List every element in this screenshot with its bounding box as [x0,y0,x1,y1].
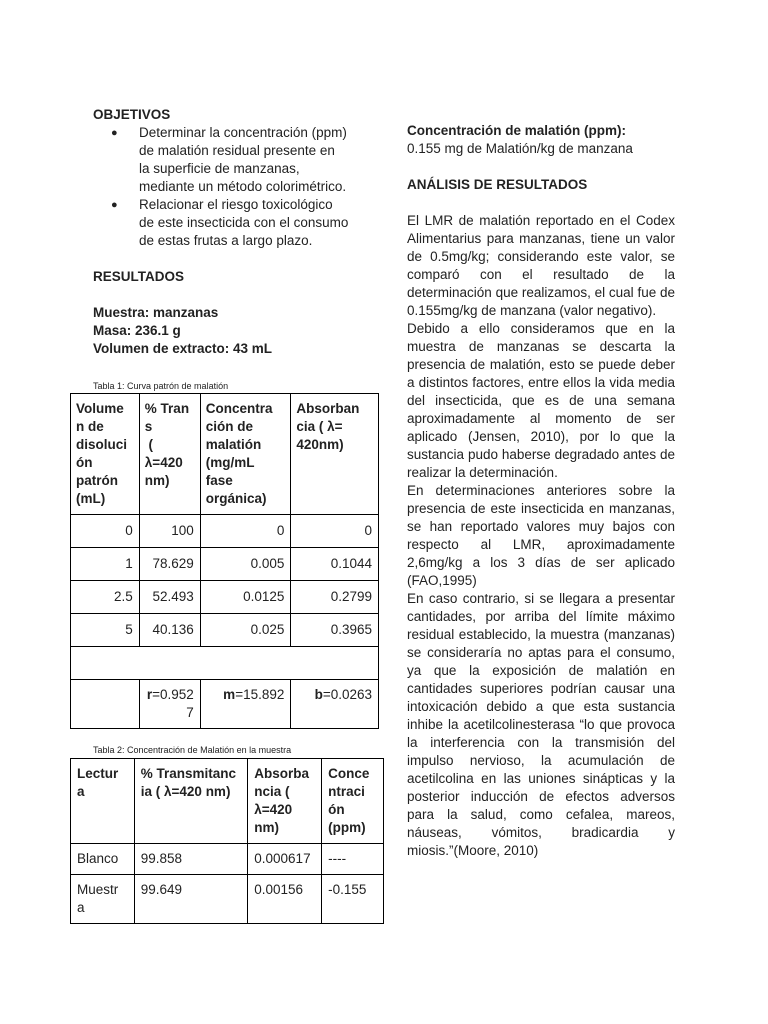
header-cell: Lectur a [71,759,135,844]
header-cell: Conce ntraci ón (ppm) [322,759,384,844]
table-header-row [71,394,379,515]
resultados-heading: RESULTADOS [93,269,184,284]
table-row-fit [71,680,379,729]
table-cell: ---- [322,844,384,875]
table-cell: 0 [200,515,291,548]
objetivo-1-line-3: la superficie de manzanas, [139,161,300,176]
table-row [71,581,379,614]
table-row [71,614,379,647]
table-cell: 99.858 [134,844,248,875]
table-cell: 40.136 [139,614,200,647]
table-cell [71,680,140,729]
volumen-label: Volumen de extracto: 43 mL [93,341,273,356]
concentracion-value: 0.155 mg de Malatión/kg de manzana [407,141,633,156]
right-column [407,122,675,860]
analisis-heading: ANÁLISIS DE RESULTADOS [407,177,588,192]
bullet-icon: ● [111,127,118,139]
table-cell: 78.629 [139,548,200,581]
objetivo-1-line-2: de malatión residual presente en [139,143,335,158]
analisis-paragraph-4: En caso contrario, si se llegara a presentar cantidades, por arriba del límite máximo residual establecido, la muestra (manzanas) se consideraría no aptas para el consumo, ya que la exposición de malatión en cantidades superiores podrían causar una intoxicación debido a que esta sustancia inhibe la acetilcolinesterasa “lo que provoca la interferencia con la transmisión del impulso nervioso, la acumulación de acetilcolina en las uniones sinápticas y la posterior inducción de efectos adversos para la salud, como cefalea, mareos, náuseas, vómitos, bradicardia y miosis.”(Moore, 2010) [407,591,675,858]
muestra-label: Muestra: manzanas [93,305,219,320]
tabla2-caption: Tabla 2: Concentración de Malatión en la muestra [93,745,292,755]
masa-label: Masa: 236.1 g [93,323,181,338]
table-cell: 0.025 [200,614,291,647]
analisis-paragraph-3: En determinaciones anteriores sobre la presencia de este insecticida en manzanas, se han reportado valores muy bajos con respecto al LMR, aproximadamente 2,6mg/kg a los 3 días de ser aplicado (FAO,1995) [407,483,675,588]
table-cell: -0.155 [322,875,384,924]
r-value-cell: r=0.952 7 [139,680,200,729]
table-cell: 99.649 [134,875,248,924]
table-cell: 52.493 [139,581,200,614]
header-cell: % Tran s ( λ=420 nm) [139,394,200,515]
table-cell: 0.0125 [200,581,291,614]
table-cell: Muestr a [71,875,135,924]
table-cell: 0 [291,515,379,548]
table-cell: 0.1044 [291,548,379,581]
objetivo-2-line-2: de este insecticida con el consumo [139,215,349,230]
objetivos-heading: OBJETIVOS [93,107,171,122]
list-item [93,124,393,196]
table-header-row [71,759,384,844]
objetivo-1-line-1: Determinar la concentración (ppm) [139,125,347,140]
objetivo-2-line-3: de estas frutas a largo plazo. [139,233,313,248]
table-cell: 100 [139,515,200,548]
objetivo-1-line-4: mediante un método colorimétrico. [139,179,347,194]
objetivos-list [93,124,393,250]
header-cell: Concentra ción de malatión (mg/mL fase orgánica) [200,394,291,515]
objetivo-2-line-1: Relacionar el riesgo toxicológico [139,197,333,212]
table-cell: 0.005 [200,548,291,581]
tabla1-caption: Tabla 1: Curva patrón de malatión [93,381,229,391]
table-cell: 0.00156 [248,875,322,924]
bullet-icon: ● [111,199,118,211]
tabla1 [70,393,379,729]
analisis-paragraph-1: El LMR de malatión reportado en el Codex Alimentarius para manzanas, tiene un valor de 0.5mg/kg; considerando este valor, se comparó con el resultado de la determinación que realizamos, el cual fue de 0.155mg/kg de manzana (valor negativo). [407,213,675,318]
empty-cell [71,647,379,680]
header-cell: Absorba ncia ( λ=420 nm) [248,759,322,844]
table-row [71,844,384,875]
table-cell: 0 [71,515,140,548]
table-cell: 5 [71,614,140,647]
table-row-empty [71,647,379,680]
header-cell: % Transmitanc ia ( λ=420 nm) [134,759,248,844]
m-value-cell: m=15.892 [200,680,291,729]
table-row [71,875,384,924]
table-cell: 1 [71,548,140,581]
b-value-cell: b=0.0263 [291,680,379,729]
table-cell: 0.000617 [248,844,322,875]
tabla2 [70,758,384,924]
concentracion-heading: Concentración de malatión (ppm): [407,123,627,138]
left-column [93,106,393,358]
table-cell: 0.2799 [291,581,379,614]
table-row [71,515,379,548]
table-cell: 2.5 [71,581,140,614]
list-item [93,196,393,250]
table-cell: Blanco [71,844,135,875]
table-cell: 0.3965 [291,614,379,647]
header-cell: Absorban cia ( λ= 420nm) [291,394,379,515]
header-cell: Volume n de disoluci ón patrón (mL) [71,394,140,515]
table-row [71,548,379,581]
analisis-paragraph-2: Debido a ello consideramos que en la muestra de manzanas se descarta la presencia de malatión, esto se puede deber a distintos factores, entre ellos la vida media del insecticida, que es de una semana aproximadamente al momento de ser aplicado (Jensen, 2010), por lo que la sustancia pudo haberse degradado antes de realizar la determinación. [407,321,675,480]
